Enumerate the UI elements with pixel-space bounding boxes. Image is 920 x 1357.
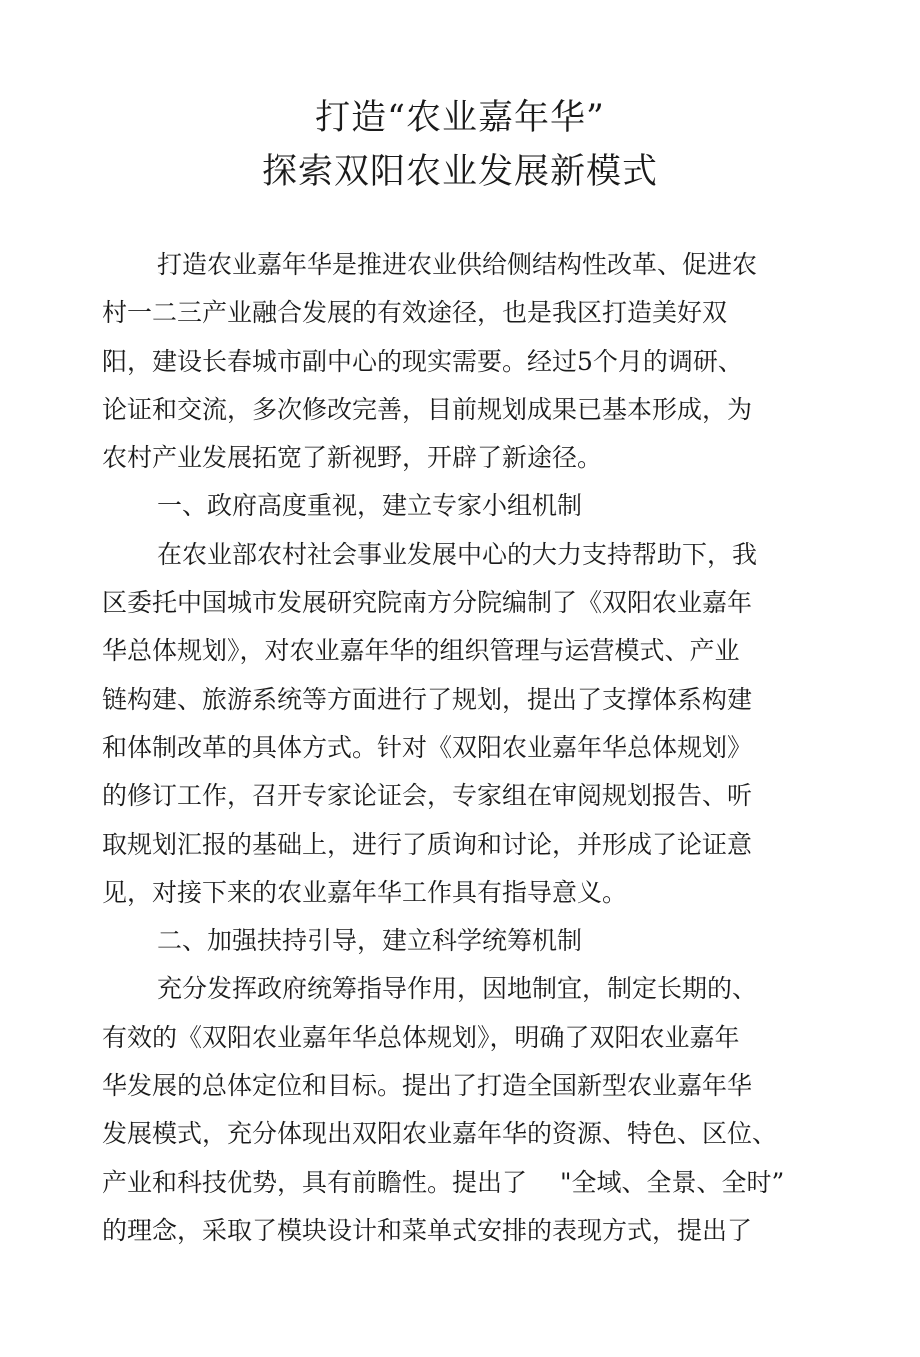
- paragraph-3-line-1: 充分发挥政府统筹指导作用，因地制宜，制定长期的、: [157, 974, 758, 1004]
- paragraph-2-line-7: 取规划汇报的基础上，进行了质询和讨论，并形成了论证意: [102, 829, 753, 859]
- paragraph-2-line-8: 见，对接下来的农业嘉年华工作具有指导意义。: [102, 877, 628, 907]
- paragraph-3-line-2: 有效的《双阳农业嘉年华总体规划》，明确了双阳农业嘉年: [102, 1022, 740, 1052]
- paragraph-2-line-1: 在农业部农村社会事业发展中心的大力支持帮助下，我: [157, 539, 758, 569]
- paragraph-1-line-4: 论证和交流，多次修改完善，目前规划成果已基本形成，为: [102, 394, 753, 424]
- paragraph-1-line-5: 农村产业发展拓宽了新视野，开辟了新途径。: [102, 443, 603, 473]
- paragraph-2-line-3: 华总体规划》，对农业嘉年华的组织管理与运营模式、产业: [102, 636, 740, 666]
- paragraph-1-line-3: 阳，建设长春城市副中心的现实需要。经过5个月的调研、: [102, 346, 743, 376]
- paragraph-3-line-3: 华发展的总体定位和目标。提出了打造全国新型农业嘉年华: [102, 1071, 753, 1101]
- paragraph-1-line-2: 村一二三产业融合发展的有效途径，也是我区打造美好双: [102, 298, 728, 328]
- paragraph-2-line-4: 链构建、旅游系统等方面进行了规划，提出了支撑体系构建: [102, 684, 753, 714]
- paragraph-2-line-2: 区委托中国城市发展研究院南方分院编制了《双阳农业嘉年: [102, 588, 753, 618]
- paragraph-2-line-5: 和体制改革的具体方式。针对《双阳农业嘉年华总体规划》: [102, 732, 753, 762]
- paragraph-3-line-6: 的理念，采取了模块设计和菜单式安排的表现方式，提出了: [102, 1215, 753, 1245]
- section-heading-2: 二、加强扶持引导，建立科学统筹机制: [157, 926, 583, 956]
- document-title-line-1: 打造“农业嘉年华”: [315, 98, 605, 138]
- paragraph-1-line-1: 打造农业嘉年华是推进农业供给侧结构性改革、促进农: [157, 250, 758, 279]
- paragraph-3-line-5: 产业和科技优势，具有前瞻性。提出了 "全域、全景、全时”: [102, 1167, 785, 1197]
- paragraph-2-line-6: 的修订工作，召开专家论证会，专家组在审阅规划报告、听: [102, 781, 753, 811]
- section-heading-1: 一、政府高度重视，建立专家小组机制: [157, 491, 583, 521]
- document-title-line-2: 探索双阳农业发展新模式: [261, 152, 658, 192]
- paragraph-3-line-4: 发展模式，充分体现出双阳农业嘉年华的资源、特色、区位、: [102, 1119, 778, 1149]
- document-body: [102, 241, 822, 1255]
